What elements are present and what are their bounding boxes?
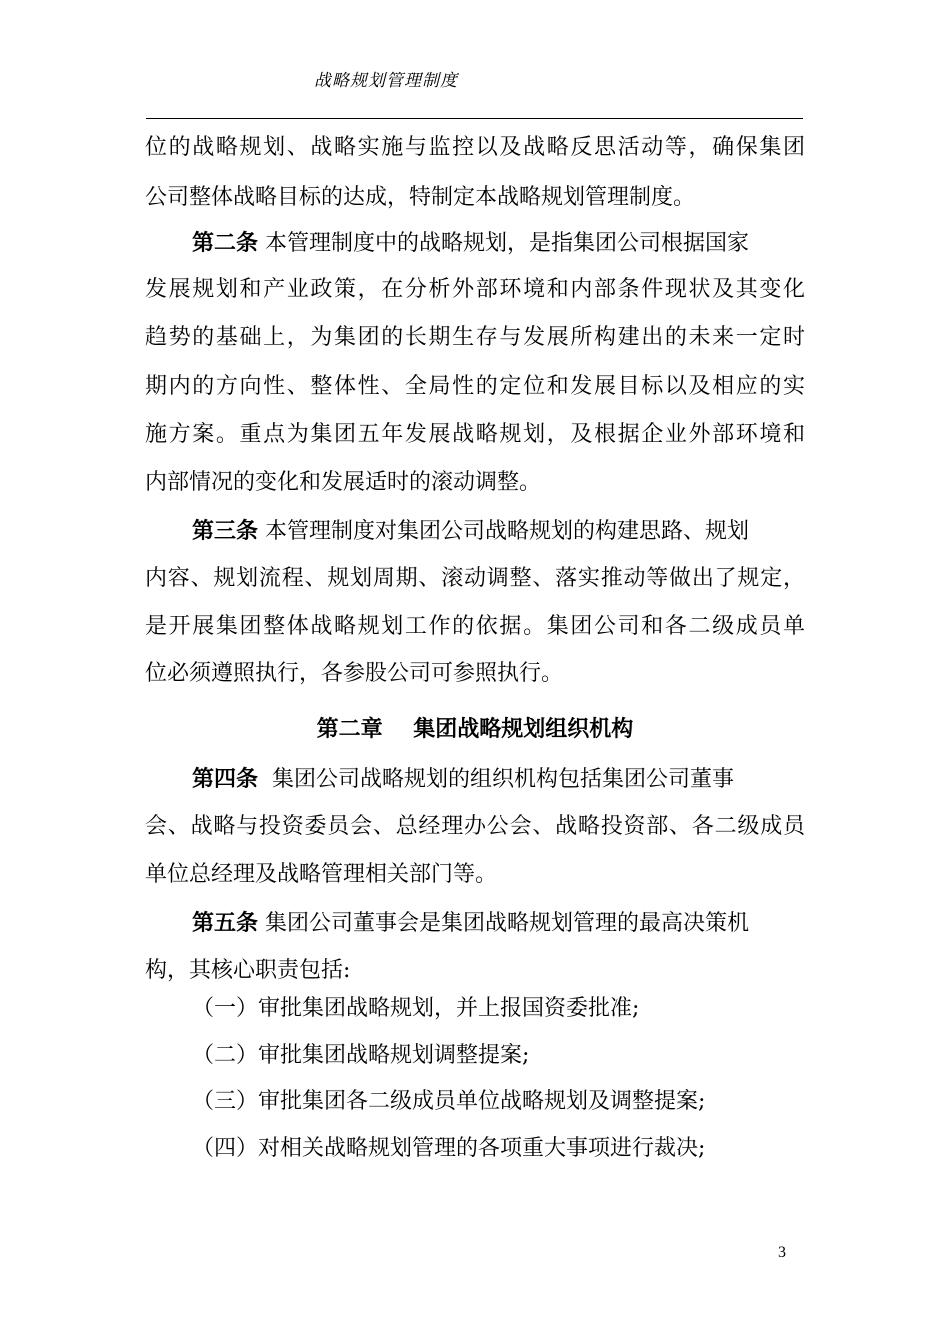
body-line	[192, 764, 805, 795]
body-line	[145, 860, 805, 890]
line-text: 集团公司董事会是集团战略规划管理的最高决策机	[258, 911, 750, 936]
body-line	[145, 133, 805, 163]
body-line	[145, 812, 805, 842]
line-text: 内部情况的变化和发展适时的滚动调整。	[145, 470, 542, 495]
page-number: 3	[778, 1244, 786, 1261]
line-text: 单位总经理及战略管理相关部门等。	[145, 862, 498, 887]
line-text: 内容、规划流程、规划周期、滚动调整、落实推动等做出了规定，	[145, 566, 805, 591]
body-line	[145, 372, 805, 402]
body-line	[192, 228, 805, 259]
line-text: （三）审批集团各二级成员单位战略规划及调整提案;	[192, 1089, 706, 1114]
line-text: 位的战略规划、战略实施与监控以及战略反思活动等，确保集团	[145, 135, 805, 160]
line-text: 公司整体战略目标的达成，特制定本战略规划管理制度。	[145, 185, 696, 210]
line-text: 趋势的基础上，为集团的长期生存与发展所构建出的未来一定时	[145, 325, 805, 350]
body-line	[192, 1134, 805, 1164]
line-text: 发展规划和产业政策，在分析外部环境和内部条件现状及其变化	[145, 277, 805, 302]
header-rule	[146, 118, 803, 119]
article-number: 第三条	[192, 518, 259, 544]
line-text: （一）审批集团战略规划，并上报国资委批准;	[192, 996, 640, 1021]
line-text: （四）对相关战略规划管理的各项重大事项进行裁决;	[192, 1136, 706, 1161]
body-line	[192, 1041, 805, 1071]
body-line	[145, 659, 805, 689]
body-line	[145, 468, 805, 498]
line-text: 集团公司战略规划的组织机构包括集团公司董事	[258, 767, 735, 792]
body-line	[145, 612, 805, 642]
line-text: 会、战略与投资委员会、总经理办公会、战略投资部、各二级成员	[145, 814, 805, 839]
body-line	[145, 956, 805, 986]
body-line	[192, 908, 805, 939]
line-text: 本管理制度对集团公司战略规划的构建思路、规划	[258, 519, 750, 544]
line-text: 施方案。重点为集团五年发展战略规划，及根据企业外部环境和	[145, 422, 805, 447]
chapter-heading: 第二章 集团战略规划组织机构	[316, 716, 634, 742]
running-header: 战略规划管理制度	[314, 71, 458, 91]
body-line	[145, 183, 805, 213]
article-number: 第五条	[192, 910, 259, 936]
article-number: 第四条	[192, 766, 259, 792]
line-text: 期内的方向性、整体性、全局性的定位和发展目标以及相应的实	[145, 374, 805, 399]
body-line	[145, 323, 805, 353]
line-text: 构，其核心职责包括:	[145, 958, 351, 983]
article-number: 第二条	[192, 230, 259, 256]
line-text: （二）审批集团战略规划调整提案;	[192, 1043, 530, 1068]
body-line	[192, 1087, 805, 1117]
body-line	[145, 275, 805, 305]
body-line	[192, 994, 805, 1024]
line-text: 本管理制度中的战略规划，是指集团公司根据国家	[258, 231, 750, 256]
body-line	[192, 516, 805, 547]
body-line	[145, 564, 805, 594]
body-line	[145, 420, 805, 450]
line-text: 位必须遵照执行，各参股公司可参照执行。	[145, 661, 564, 686]
line-text: 是开展集团整体战略规划工作的依据。集团公司和各二级成员单	[145, 614, 805, 639]
